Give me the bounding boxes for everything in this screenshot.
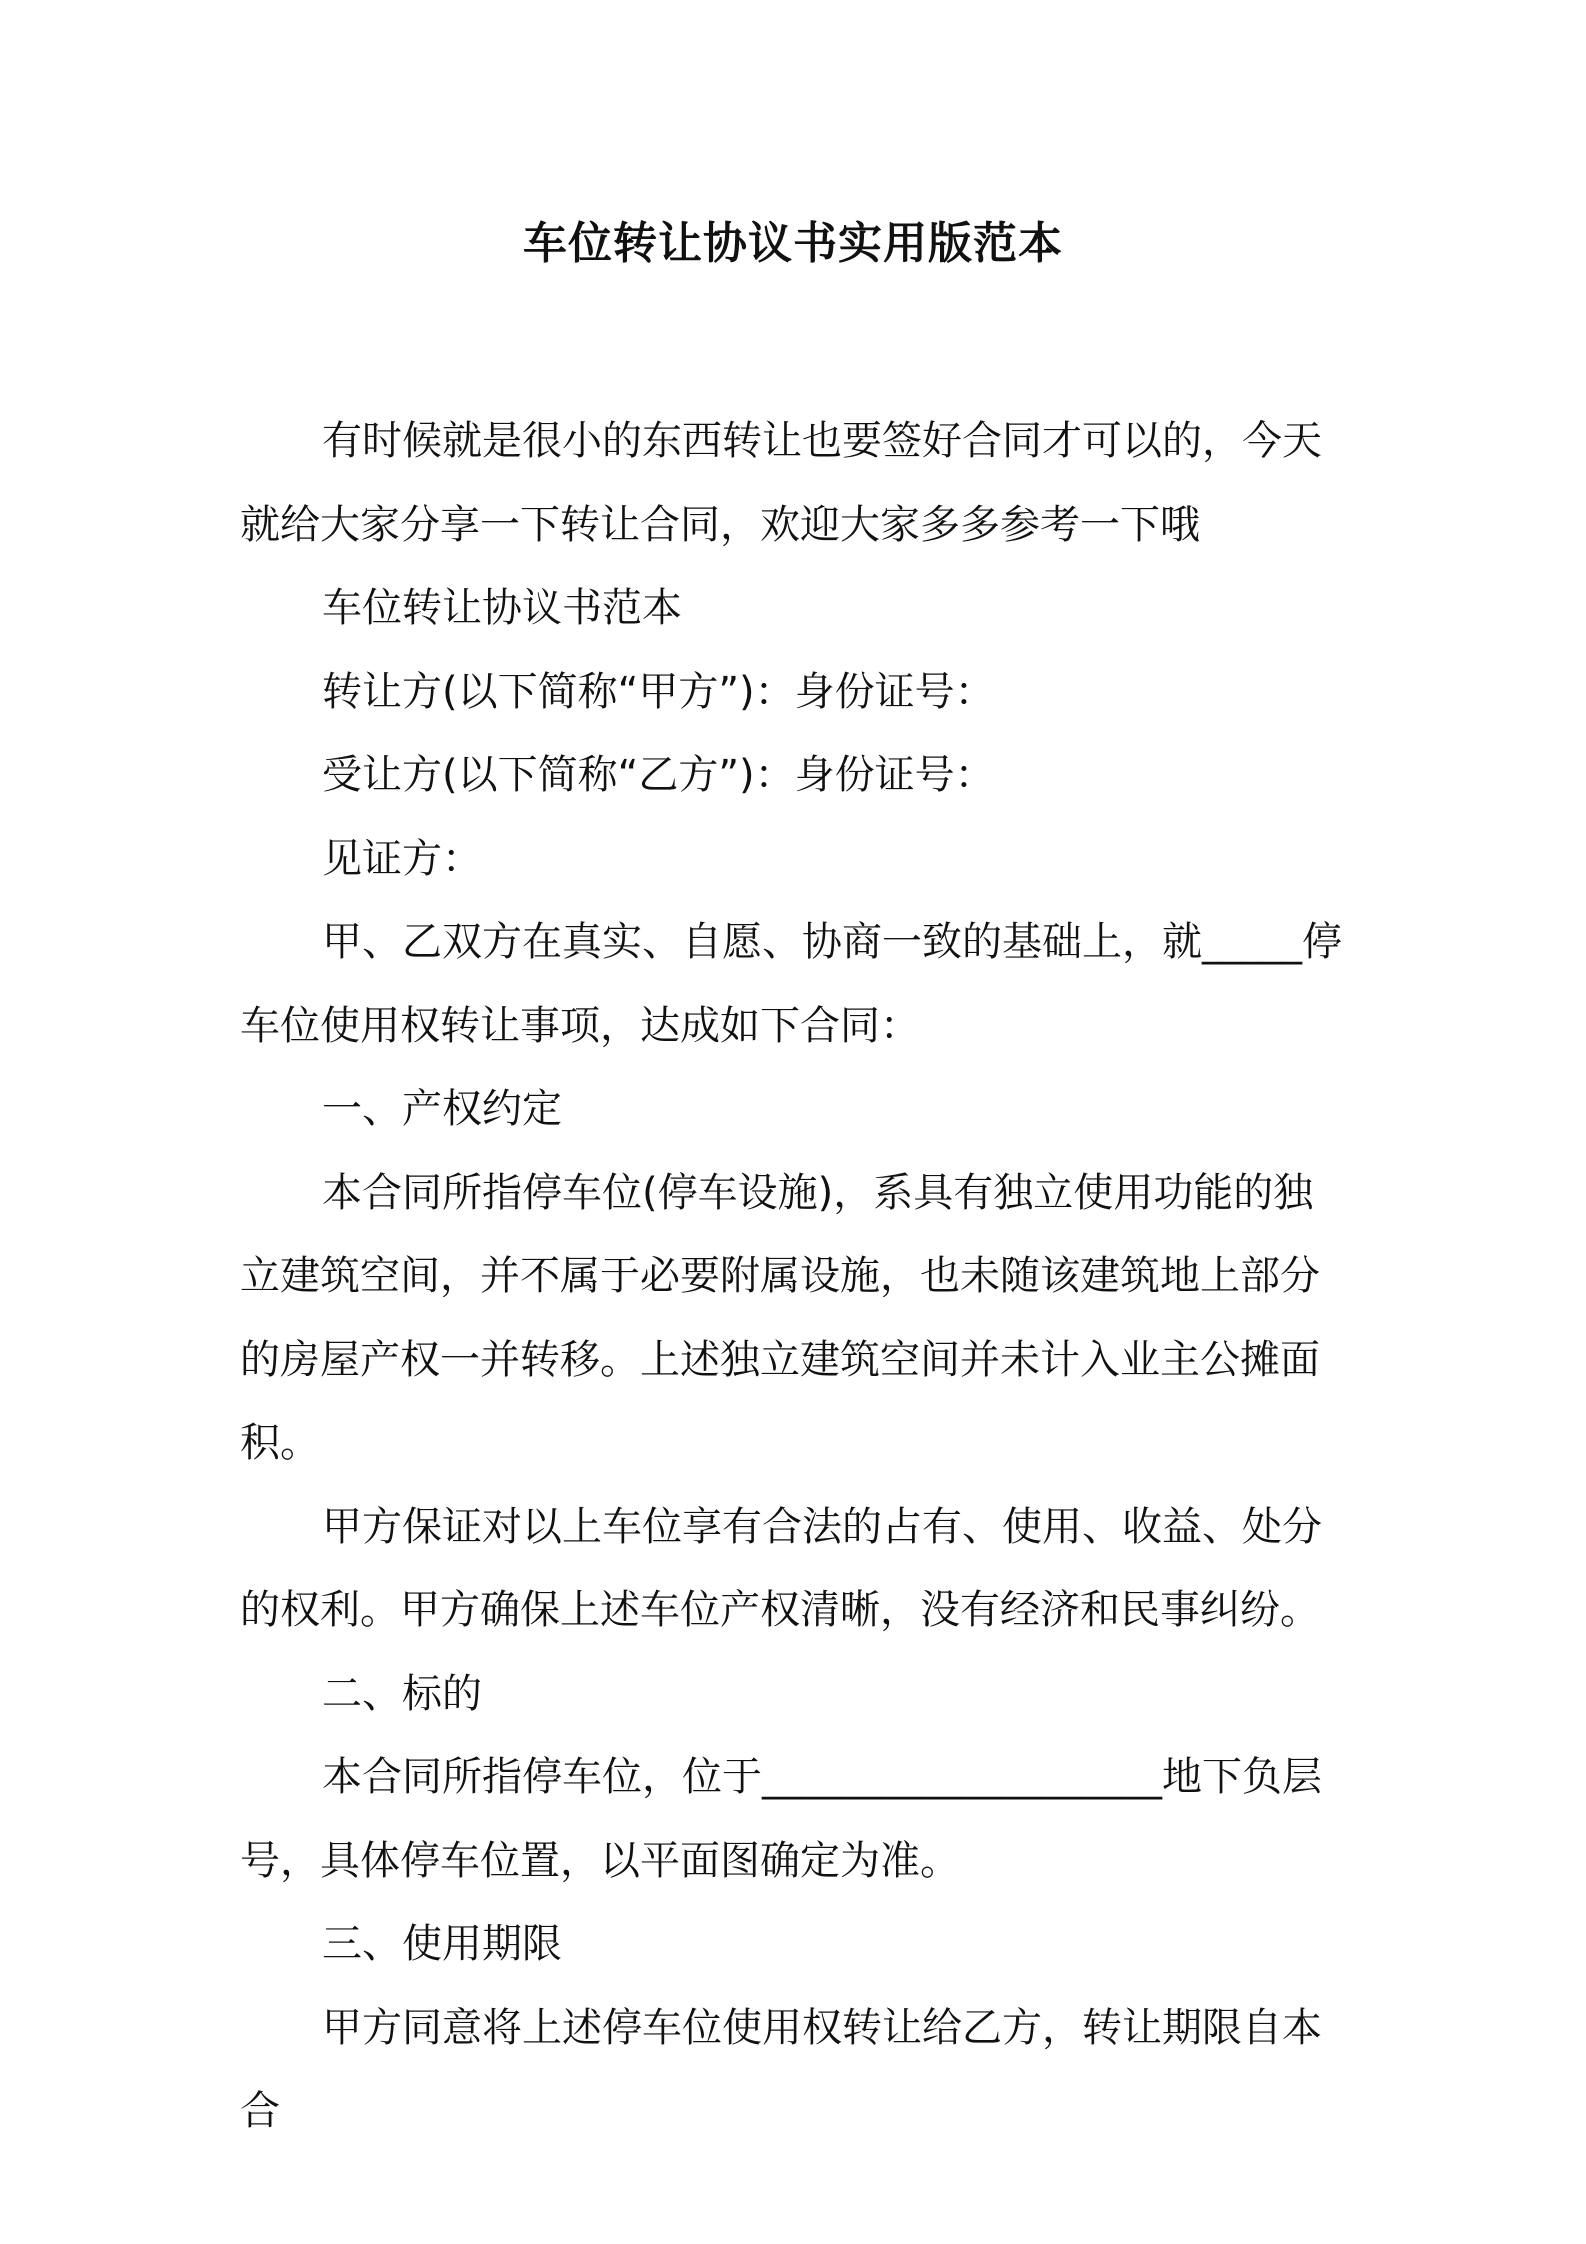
document-title: 车位转让协议书实用版范本 — [523, 218, 1063, 269]
transferor-line: 转让方(以下简称“甲方”)：身份证号： — [322, 668, 995, 715]
document-body — [240, 400, 1350, 2154]
section-1-paragraph-2: 甲方保证对以上车位享有合法的占有、使用、收益、处分的权利。甲方确保上述车位产权清晰，没有经济和民事纠纷。 — [240, 1503, 1322, 1633]
transferee-line: 受让方(以下简称“乙方”)：身份证号： — [322, 752, 995, 798]
section-heading-1: 一、产权约定 — [322, 1086, 562, 1132]
section-heading-2: 二、标的 — [322, 1670, 482, 1717]
subtitle-paragraph: 车位转让协议书范本 — [322, 585, 682, 631]
section-2-paragraph: 本合同所指停车位，位于____________________地下负层号，具体停车位置，以平面图确定为准。 — [240, 1754, 1322, 1884]
intro-paragraph: 有时候就是很小的东西转让也要签好合同才可以的，今天就给大家分享一下转让合同，欢迎大家多多参考一下哦 — [240, 418, 1322, 548]
section-1-paragraph-1: 本合同所指停车位(停车设施)，系具有独立使用功能的独立建筑空间，并不属于必要附属设施，也未随该建筑地上部分的房屋产权一并转移。上述独立建筑空间并未计入业主公摊面积。 — [240, 1169, 1320, 1466]
agreement-preamble: 甲、乙双方在真实、自愿、协商一致的基础上，就_____停车位使用权转让事项，达成如下合同： — [240, 919, 1342, 1049]
section-heading-3: 三、使用期限 — [322, 1921, 562, 1967]
witness-line: 见证方： — [322, 835, 482, 882]
section-3-paragraph: 甲方同意将上述停车位使用权转让给乙方，转让期限自本合 — [240, 2004, 1322, 2134]
